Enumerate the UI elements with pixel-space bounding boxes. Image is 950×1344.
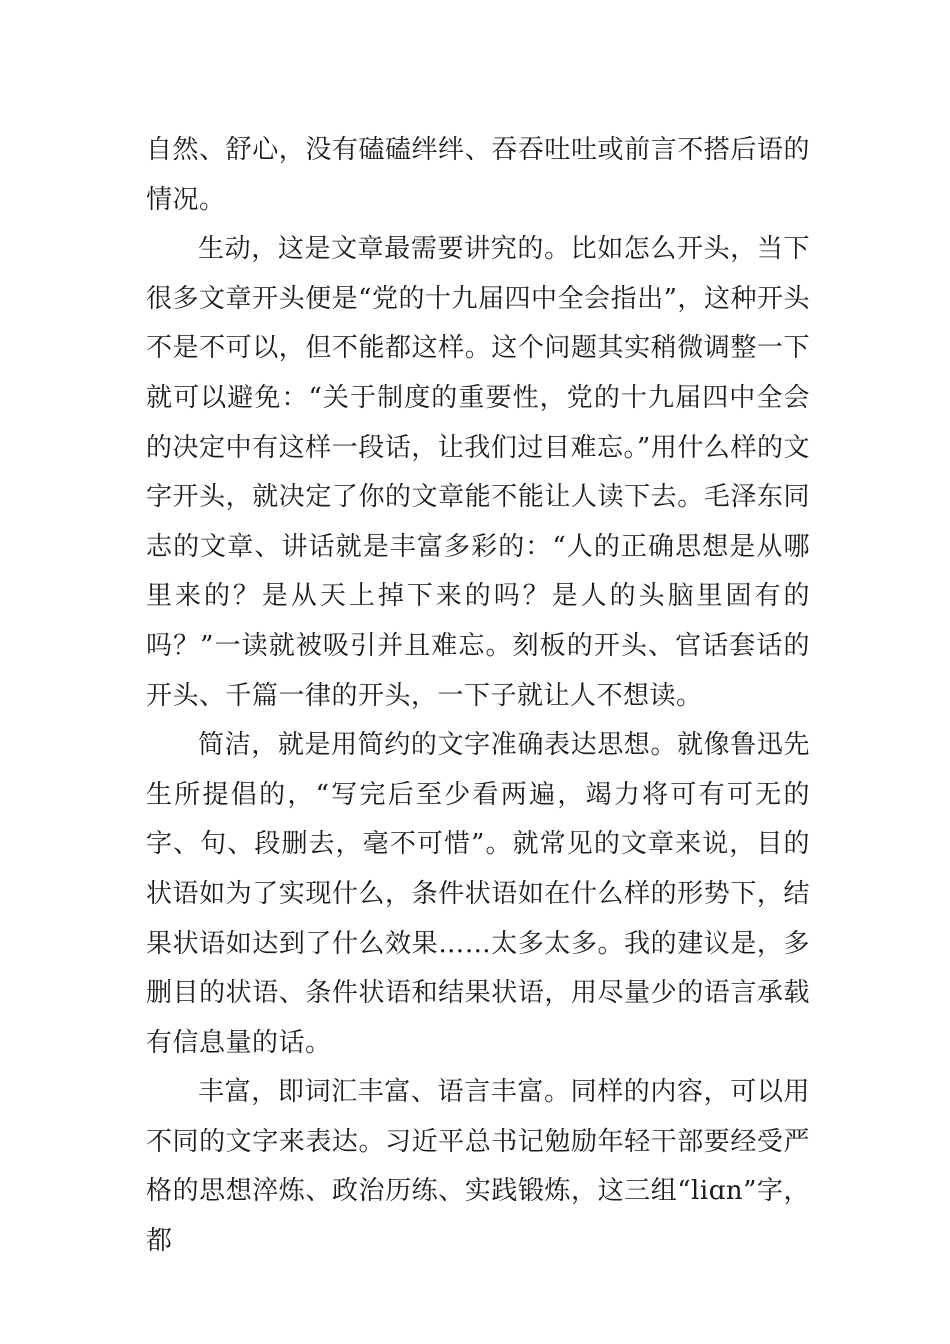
body-text (146, 126, 810, 1267)
paragraph-3: 简洁，就是用简约的文字准确表达思想。就像鲁迅先生所提倡的，“写完后至少看两遍，竭力将可有可无的字、句、段删去，毫不可惜”。就常见的文章来说，目的状语如为了实现什么，条件状语如在什么样的形势下，结果状语如达到了什么效果……太多太多。我的建议是，多删目的状语、条件状语和结果状语，用尽量少的语言承载有信息量的话。 (146, 730, 810, 1058)
paragraph-4: 丰富，即词汇丰富、语言丰富。同样的内容，可以用不同的文字来表达。习近平总书记勉励年轻干部要经受严格的思想淬炼、政治历练、实践锻炼，这三组“liɑn”字，都 (146, 1077, 810, 1257)
paragraph-1: 自然、舒心，没有磕磕绊绊、吞吞吐吐或前言不搭后语的情况。 (146, 135, 810, 215)
paragraph-2: 生动，这是文章最需要讲究的。比如怎么开头，当下很多文章开头便是“党的十九届四中全会指出”，这种开头不是不可以，但不能都这样。这个问题其实稍微调整一下就可以避免：“关于制度的重要性，党的十九届四中全会的决定中有这样一段话，让我们过目难忘。”用什么样的文字开头，就决定了你的文章能不能让人读下去。毛泽东同志的文章、讲话就是丰富多彩的：“人的正确思想是从哪里来的？是从天上掉下来的吗？是人的头脑里固有的吗？”一读就被吸引并且难忘。刻板的开头、官话套话的开头、千篇一律的开头，一下子就让人不想读。 (146, 234, 810, 711)
